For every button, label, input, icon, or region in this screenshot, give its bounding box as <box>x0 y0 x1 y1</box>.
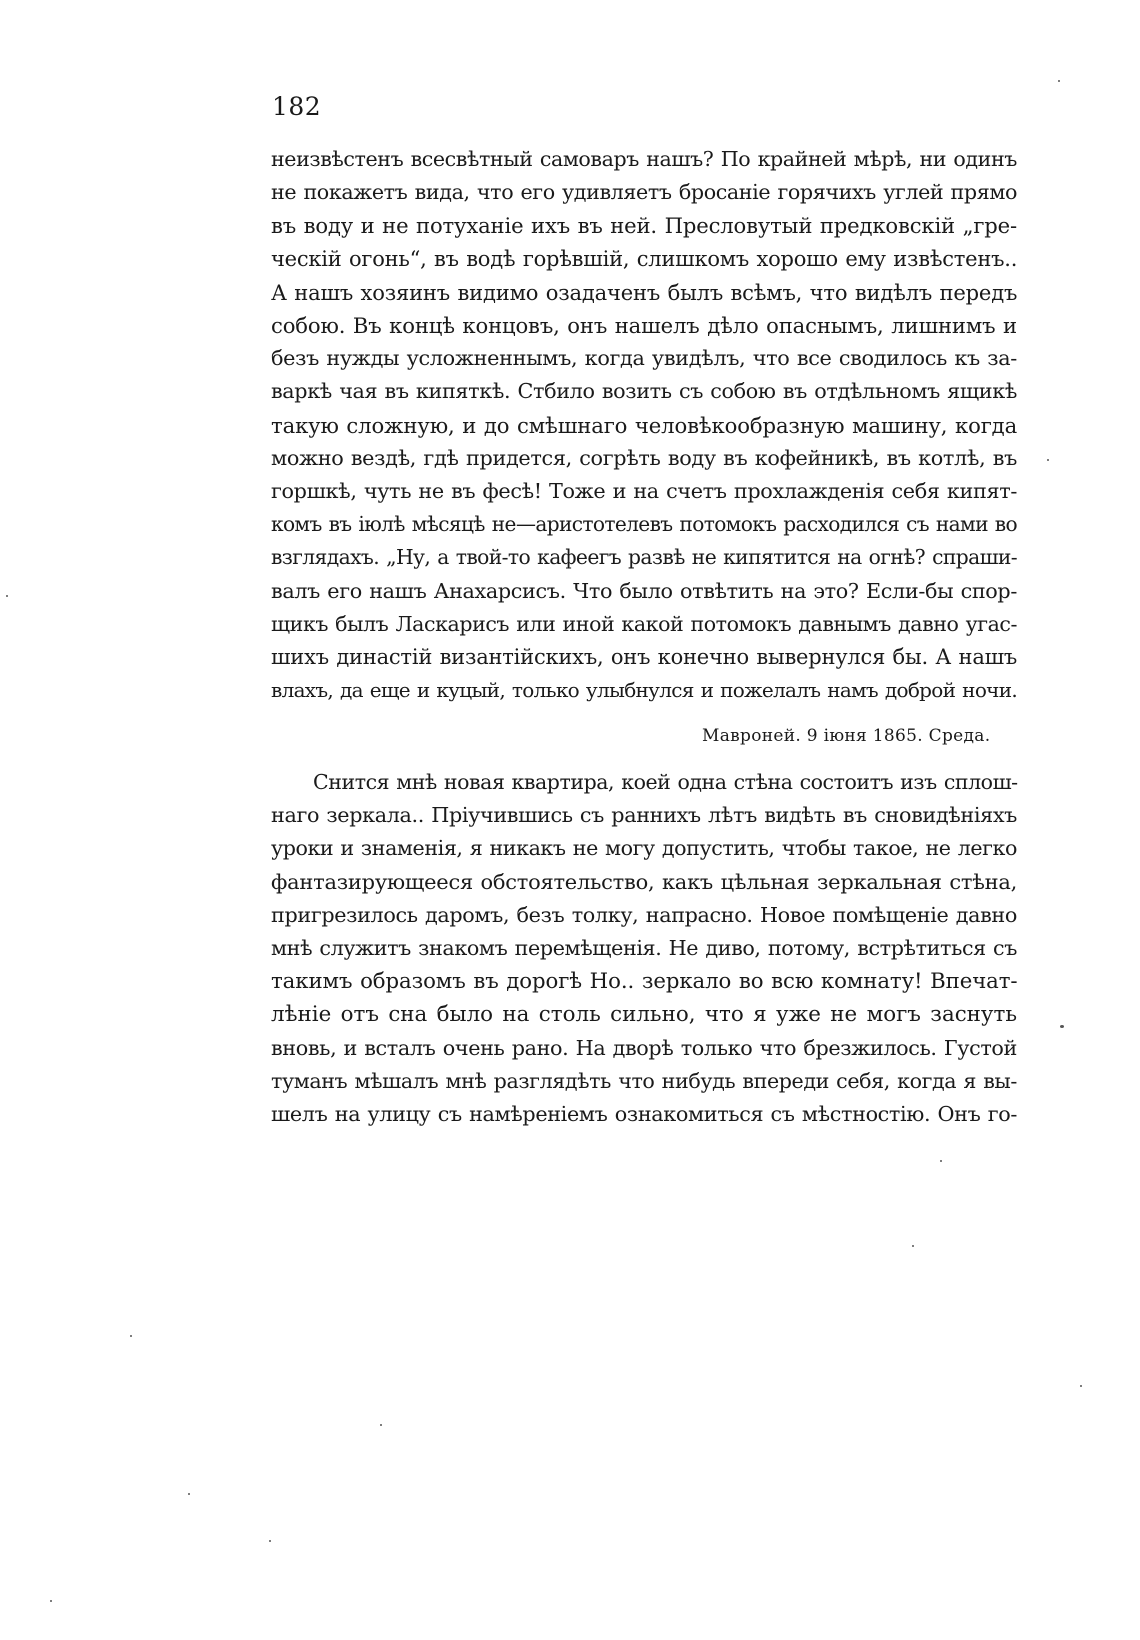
text-line: щикъ былъ Ласкарисъ или иной какой потомокъ давнымъ давно угас- <box>271 611 1017 636</box>
text-line: собою. Въ концѣ концовъ, онъ нашелъ дѣло опаснымъ, лишнимъ и <box>271 313 1017 339</box>
dateline: Мавроней. 9 іюня 1865. Среда. <box>702 726 991 746</box>
scan-speck <box>130 1335 132 1337</box>
text-line: горшкѣ, чуть не въ фесѣ! Тоже и на счетъ прохлажденія себя кипят- <box>271 479 1017 504</box>
text-line: взглядахъ. „Ну, а твой-то кафеегъ развѣ не кипятится на огнѣ? спраши- <box>271 545 1017 570</box>
scan-speck <box>1060 1025 1064 1028</box>
text-line: ческій огонь“, въ водѣ горѣвшій, слишкомъ хорошо ему извѣстенъ.. <box>271 246 1018 271</box>
scan-speck <box>940 1160 942 1162</box>
scan-speck <box>1080 1385 1082 1387</box>
text-line: неизвѣстенъ всесвѣтный самоваръ нашъ? По крайней мѣрѣ, ни одинъ <box>271 147 1017 171</box>
scan-speck <box>50 1600 52 1602</box>
text-line: влахъ, да еще и куцый, только улыбнулся и пожелалъ намъ доброй ночи. <box>271 678 1017 703</box>
text-line: А нашъ хозяинъ видимо озадаченъ былъ всѣмъ, что видѣлъ передъ <box>271 279 1018 305</box>
scan-speck <box>269 1540 271 1542</box>
text-line: фантазирующееся обстоятельство, какъ цѣльная зеркальная стѣна, <box>271 869 1017 894</box>
text-line: не покажетъ вида, что его удивляетъ бросаніе горячихъ углей прямо <box>271 180 1017 205</box>
scan-speck <box>380 1424 382 1426</box>
text-line: туманъ мѣшалъ мнѣ разглядѣть что нибудь впереди себя, когда я вы- <box>271 1068 1017 1093</box>
scan-speck <box>1058 80 1060 82</box>
text-line: въ воду и не потуханіе ихъ въ ней. Пресловутый предковскій „гре- <box>271 213 1017 239</box>
text-line: валъ его нашъ Анахарсисъ. Что было отвѣтить на это? Если-бы спор- <box>271 578 1017 603</box>
text-line: можно вездѣ, гдѣ придется, согрѣть воду въ кофейникѣ, въ котлѣ, въ <box>271 445 1017 470</box>
text-line: варкѣ чая въ кипяткѣ. Стбило возить съ собою въ отдѣльномъ ящикѣ <box>271 379 1017 404</box>
text-line: мнѣ служитъ знакомъ перемѣщенія. Не диво, потому, встрѣтиться съ <box>271 936 1017 961</box>
text-line: такую сложную, и до смѣшнаго человѣкообразную машину, когда <box>271 412 1018 438</box>
text-line: лѣніе отъ сна было на столь сильно, что я уже не могъ заснуть <box>271 1002 1017 1028</box>
text-line: шелъ на улицу съ намѣреніемъ ознакомиться съ мѣстностію. Онъ го- <box>271 1102 1017 1127</box>
page-number: 182 <box>272 92 322 121</box>
scan-speck <box>1047 459 1049 461</box>
scan-speck <box>912 1245 914 1247</box>
text-line: вновь, и всталъ очень рано. На дворѣ только что брезжилось. Густой <box>271 1035 1017 1060</box>
text-line: пригрезилось даромъ, безъ толку, напрасно. Новое помѣщеніе давно <box>271 902 1017 927</box>
paragraph-2 <box>271 766 1017 1131</box>
text-line: наго зеркала.. Пріучившись съ раннихъ лѣтъ видѣть въ сновидѣніяхъ <box>271 803 1017 828</box>
scan-speck <box>6 595 8 597</box>
text-line: безъ нужды усложненнымъ, когда увидѣлъ, что все сводилось къ за- <box>271 346 1017 371</box>
scan-speck <box>188 1493 190 1495</box>
text-line: шихъ династій византійскихъ, онъ конечно вывернулся бы. А нашъ <box>271 645 1018 670</box>
text-line: такимъ образомъ въ дорогѣ Но.. зеркало во всю комнату! Впечат- <box>271 969 1018 995</box>
text-line: Снится мнѣ новая квартира, коей одна стѣна состоитъ изъ сплош- <box>313 770 1018 794</box>
paragraph-1 <box>271 143 1017 707</box>
text-line: уроки и знаменія, я никакъ не могу допустить, чтобы такое, не легко <box>271 836 1017 861</box>
text-line: комъ въ іюлѣ мѣсяцѣ не—аристотелевъ потомокъ расходился съ нами во <box>271 512 1017 537</box>
